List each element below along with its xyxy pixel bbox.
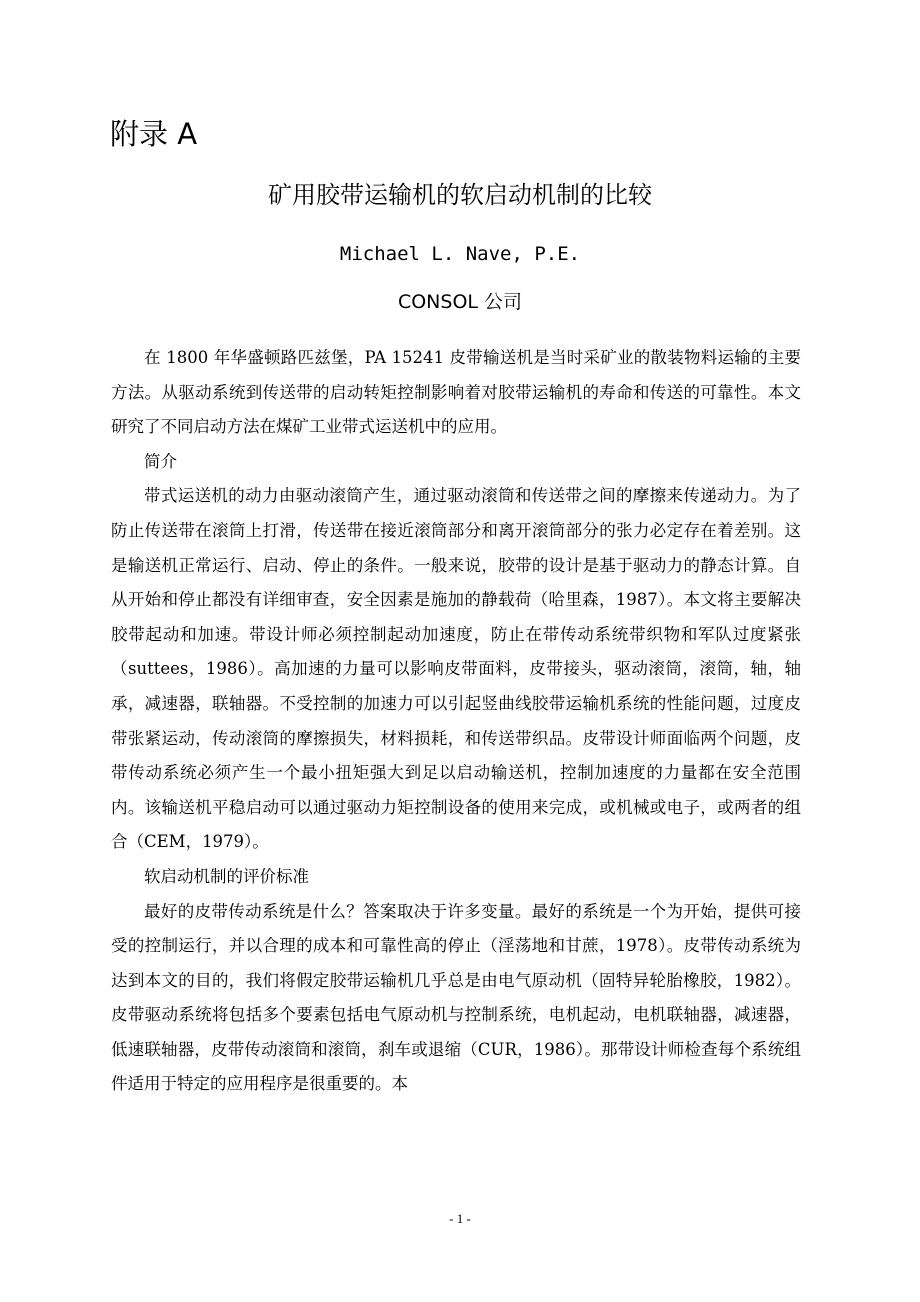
section-heading-introduction: 简介 bbox=[144, 451, 177, 471]
organization-line: CONSOL 公司 bbox=[397, 291, 523, 313]
section-heading-evaluation-criteria: 软启动机制的评价标准 bbox=[144, 866, 309, 886]
page-number: - 1 - bbox=[449, 1211, 471, 1226]
body-text bbox=[111, 341, 801, 1102]
appendix-heading: 附录 A bbox=[110, 117, 198, 151]
paragraph-introduction-body: 带式运送机的动力由驱动滚筒产生，通过驱动滚筒和传送带之间的摩擦来传递动力。为了防止传送带在滚筒上打滑，传送带在接近滚筒部分和离开滚筒部分的张力必定存在着差别。这是输送机正常运行、启动、停止的条件。一般来说，胶带的设计是基于驱动力的静态计算。自从开始和停止都没有详细审查，安全因素是施加的静载荷（哈里森，1987）。本文将主要解决胶带起动和加速。带设计师必须控制起动加速度，防止在带传动系统带织物和军队过度紧张（suttees，1986）。高加速的力量可以影响皮带面料，皮带接头，驱动滚筒，滚筒，轴，轴承，减速器，联轴器。不受控制的加速力可以引起竖曲线胶带运输机系统的性能问题，过度皮带张紧运动，传动滚筒的摩擦损失，材料损耗，和传送带织品。皮带设计师面临两个问题，皮带传动系统必须产生一个最小扭矩强大到足以启动输送机，控制加速度的力量都在安全范围内。该输送机平稳启动可以通过驱动力矩控制设备的使用来完成，或机械或电子，或两者的组合（CEM，1979）。 bbox=[111, 486, 801, 852]
paragraph-intro: 在 1800 年华盛顿路匹兹堡，PA 15241 皮带输送机是当时采矿业的散装物料运输的主要方法。从驱动系统到传送带的启动转矩控制影响着对胶带运输机的寿命和传送的可靠性。本文研究了不同启动方法在煤矿工业带式运送机中的应用。 bbox=[111, 348, 801, 437]
document-title: 矿用胶带运输机的软启动机制的比较 bbox=[268, 181, 652, 209]
paragraph-evaluation-body: 最好的皮带传动系统是什么？答案取决于许多变量。最好的系统是一个为开始，提供可接受的控制运行，并以合理的成本和可靠性高的停止（淫荡地和甘蔗，1978）。皮带传动系统为达到本文的目的，我们将假定胶带运输机几乎总是由电气原动机（固特异轮胎橡胶，1982）。皮带驱动系统将包括多个要素包括电气原动机与控制系统，电机起动，电机联轴器，减速器，低速联轴器，皮带传动滚筒和滚筒，刹车或退缩（CUR，1986）。那带设计师检查每个系统组件适用于特定的应用程序是很重要的。本 bbox=[111, 901, 801, 1094]
author-line: Michael L. Nave, P.E. bbox=[339, 243, 581, 265]
